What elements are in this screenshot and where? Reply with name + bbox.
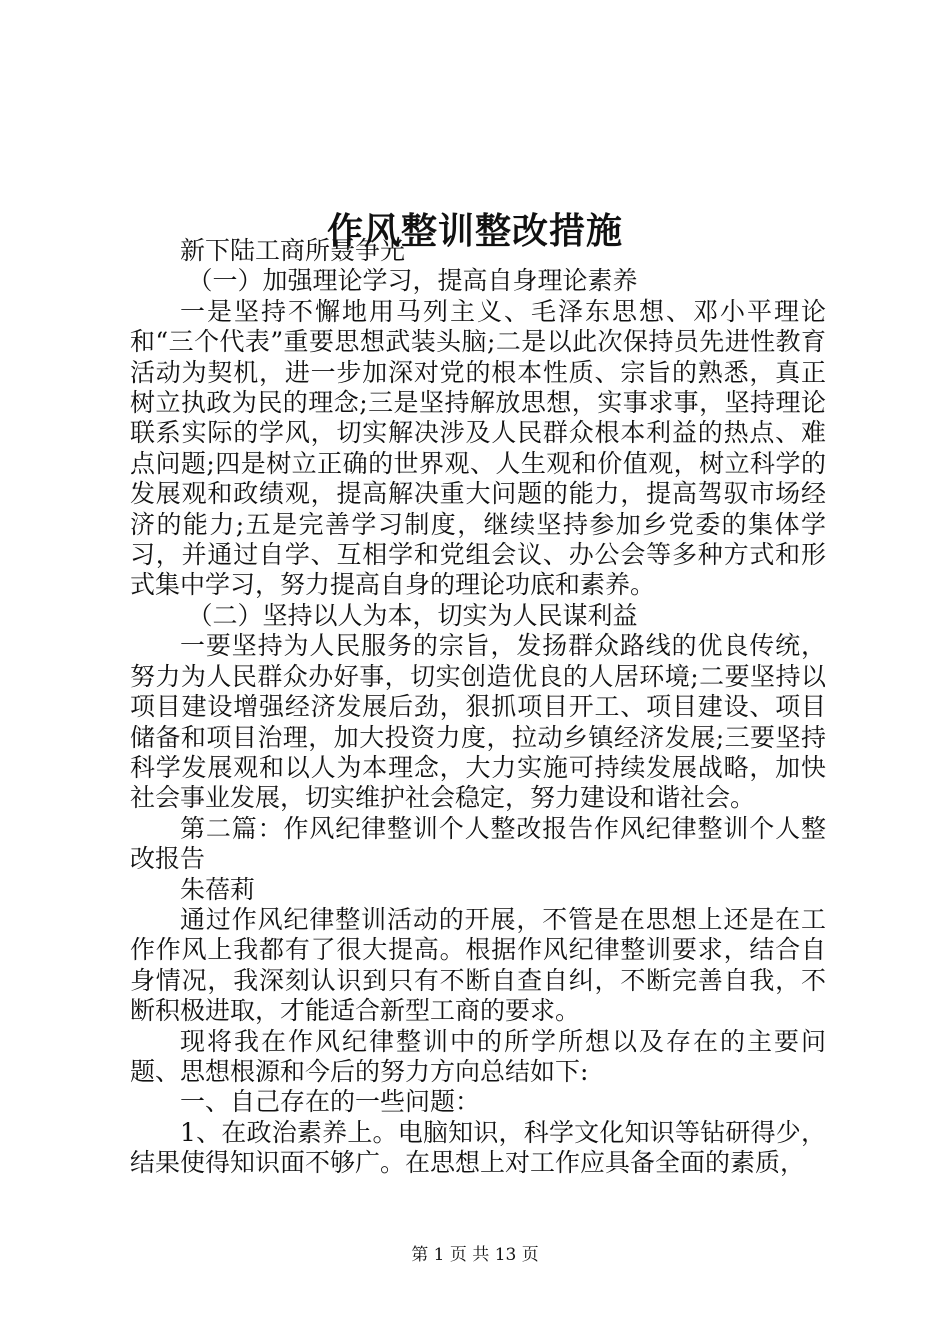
section-heading-1: （一）加强理论学习，提高自身理论素养 <box>187 266 638 296</box>
document-body <box>130 236 826 1179</box>
page-number: 第 1 页 共 13 页 <box>411 1245 539 1265</box>
paragraph: 一要坚持为人民服务的宗旨，发扬群众路线的优良传统，努力为人民群众办好事，切实创造优良的人居环境;二要坚持以项目建设增强经济发展后劲，狠抓项目开工、项目建设、项目储备和项目治理，加大投资力度，拉动乡镇经济发展;三要坚持科学发展观和以人为本理念，大力实施可持续发展战略，加快社会事业发展，切实维护社会稳定，努力建设和谐社会。 <box>130 631 826 813</box>
chapter-heading: 第二篇：作风纪律整训个人整改报告作风纪律整训个人整改报告 <box>130 813 826 874</box>
author-line: 朱蓓莉 <box>180 874 256 904</box>
paragraph: 通过作风纪律整训活动的开展，不管是在思想上还是在工作作风上我都有了很大提高。根据作风纪律整训要求，结合自身情况，我深刻认识到只有不断自查自纠，不断完善自我，不断积极进取，才能适合新型工商的要求。 <box>130 904 826 1026</box>
section-heading-2: （二）坚持以人为本，切实为人民谋利益 <box>187 600 638 630</box>
paragraph: 一是坚持不懈地用马列主义、毛泽东思想、邓小平理论和“三个代表”重要思想武装头脑;二是以此次保持员先进性教育活动为契机，进一步加深对党的根本性质、宗旨的熟悉，真正树立执政为民的理念;三是坚持解放思想，实事求事，坚持理论联系实际的学风，切实解决涉及人民群众根本利益的热点、难点问题;四是树立正确的世界观、人生观和价值观，树立科学的发展观和政绩观，提高解决重大问题的能力，提高驾驭市场经济的能力;五是完善学习制度，继续坚持参加乡党委的集体学习，并通过自学、互相学和党组会议、办公会等多种方式和形式集中学习，努力提高自身的理论功底和素养。 <box>130 296 826 600</box>
author-line: 新下陆工商所聂争光 <box>180 236 406 265</box>
paragraph: 1、在政治素养上。电脑知识，科学文化知识等钻研得少，结果使得知识面不够广。在思想上对工作应具备全面的素质， <box>130 1117 826 1178</box>
document-title: 作风整训整改措施 <box>326 210 623 253</box>
section-heading-problems: 一、自己存在的一些问题： <box>180 1087 481 1117</box>
paragraph: 现将我在作风纪律整训中的所学所想以及存在的主要问题、思想根源和今后的努力方向总结如下: <box>130 1026 826 1086</box>
